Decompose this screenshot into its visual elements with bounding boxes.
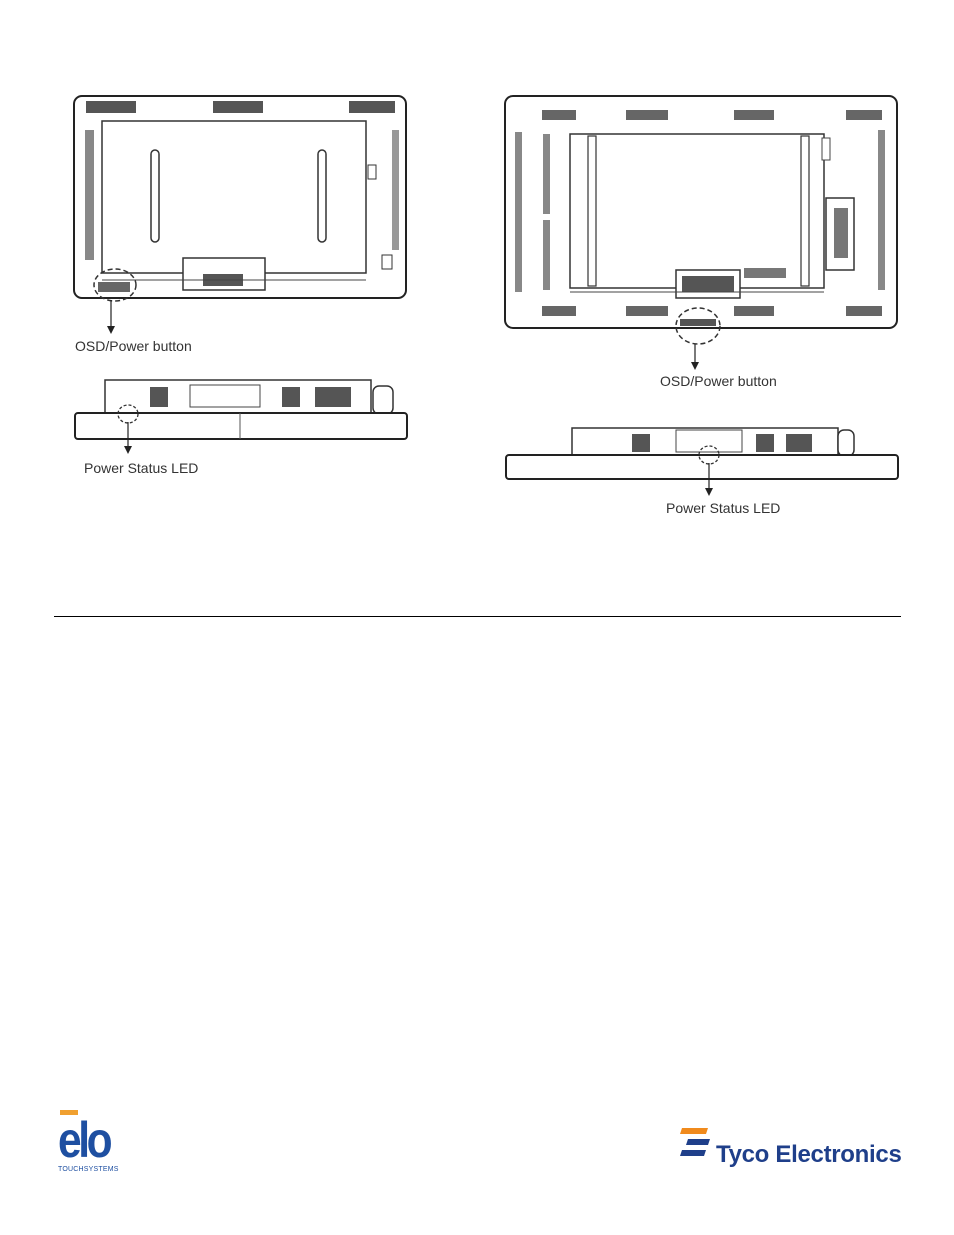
elo-subtext: TOUCHSYSTEMS <box>58 1166 119 1173</box>
tyco-logo <box>680 1124 920 1174</box>
left-osd-label: OSD/Power button <box>75 338 192 354</box>
right-led-label: Power Status LED <box>666 500 781 516</box>
elo-wordmark: elo <box>58 1112 110 1168</box>
tyco-mark-icon <box>680 1124 714 1164</box>
left-led-label: Power Status LED <box>84 460 199 476</box>
elo-logo <box>58 1108 118 1176</box>
section-divider <box>54 616 901 617</box>
tyco-name: Tyco Electronics <box>716 1141 902 1168</box>
right-osd-label: OSD/Power button <box>660 373 777 389</box>
